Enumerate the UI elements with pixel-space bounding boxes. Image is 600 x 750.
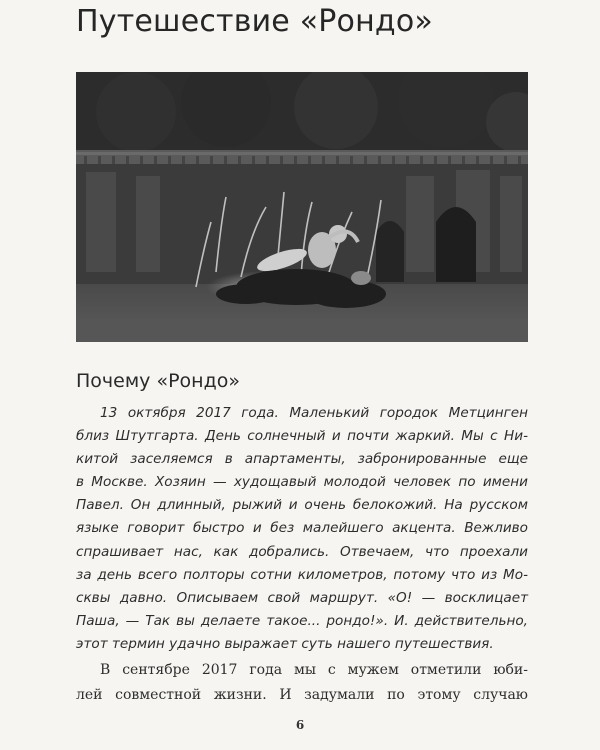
page-number: 6 <box>295 718 305 732</box>
text-line: Павел. Он длинный, рыжий и очень белокожий. На русском <box>76 497 528 514</box>
fountain-photo <box>76 72 528 342</box>
italic-paragraph <box>76 402 528 656</box>
text-line: за день всего полторы сотни километров, потому что из Мо- <box>76 566 528 583</box>
body-paragraph <box>76 658 528 708</box>
text-line: В сентябре 2017 года мы с мужем отметили юби- <box>100 662 528 678</box>
text-line: сквы давно. Описываем свой маршрут. «О! — восклицает <box>76 589 528 606</box>
text-line: лей совместной жизни. И задумали по этому случаю <box>76 687 528 703</box>
text-line: языке говорит быстро и без малейшего акцента. Вежливо <box>76 520 528 537</box>
section-heading: Почему «Рондо» <box>76 370 240 392</box>
text-line: китой заселяемся в апартаменты, забронированные еще <box>76 451 528 468</box>
page-title: Путешествие «Рондо» <box>76 4 433 39</box>
text-line: в Москве. Хозяин — худощавый молодой человек по имени <box>76 474 528 491</box>
text-line: этот термин удачно выражает суть нашего путешествия. <box>76 635 494 652</box>
text-line: 13 октября 2017 года. Маленький городок Метцинген <box>100 405 528 421</box>
text-line: спрашивает нас, как добрались. Отвечаем, что проехали <box>76 543 528 560</box>
text-line: близ Штутгарта. День солнечный и почти жаркий. Мы с Ни- <box>76 428 528 445</box>
text-line: Паша, — Так вы делаете такое... рондо!». И. действительно, <box>76 612 528 629</box>
